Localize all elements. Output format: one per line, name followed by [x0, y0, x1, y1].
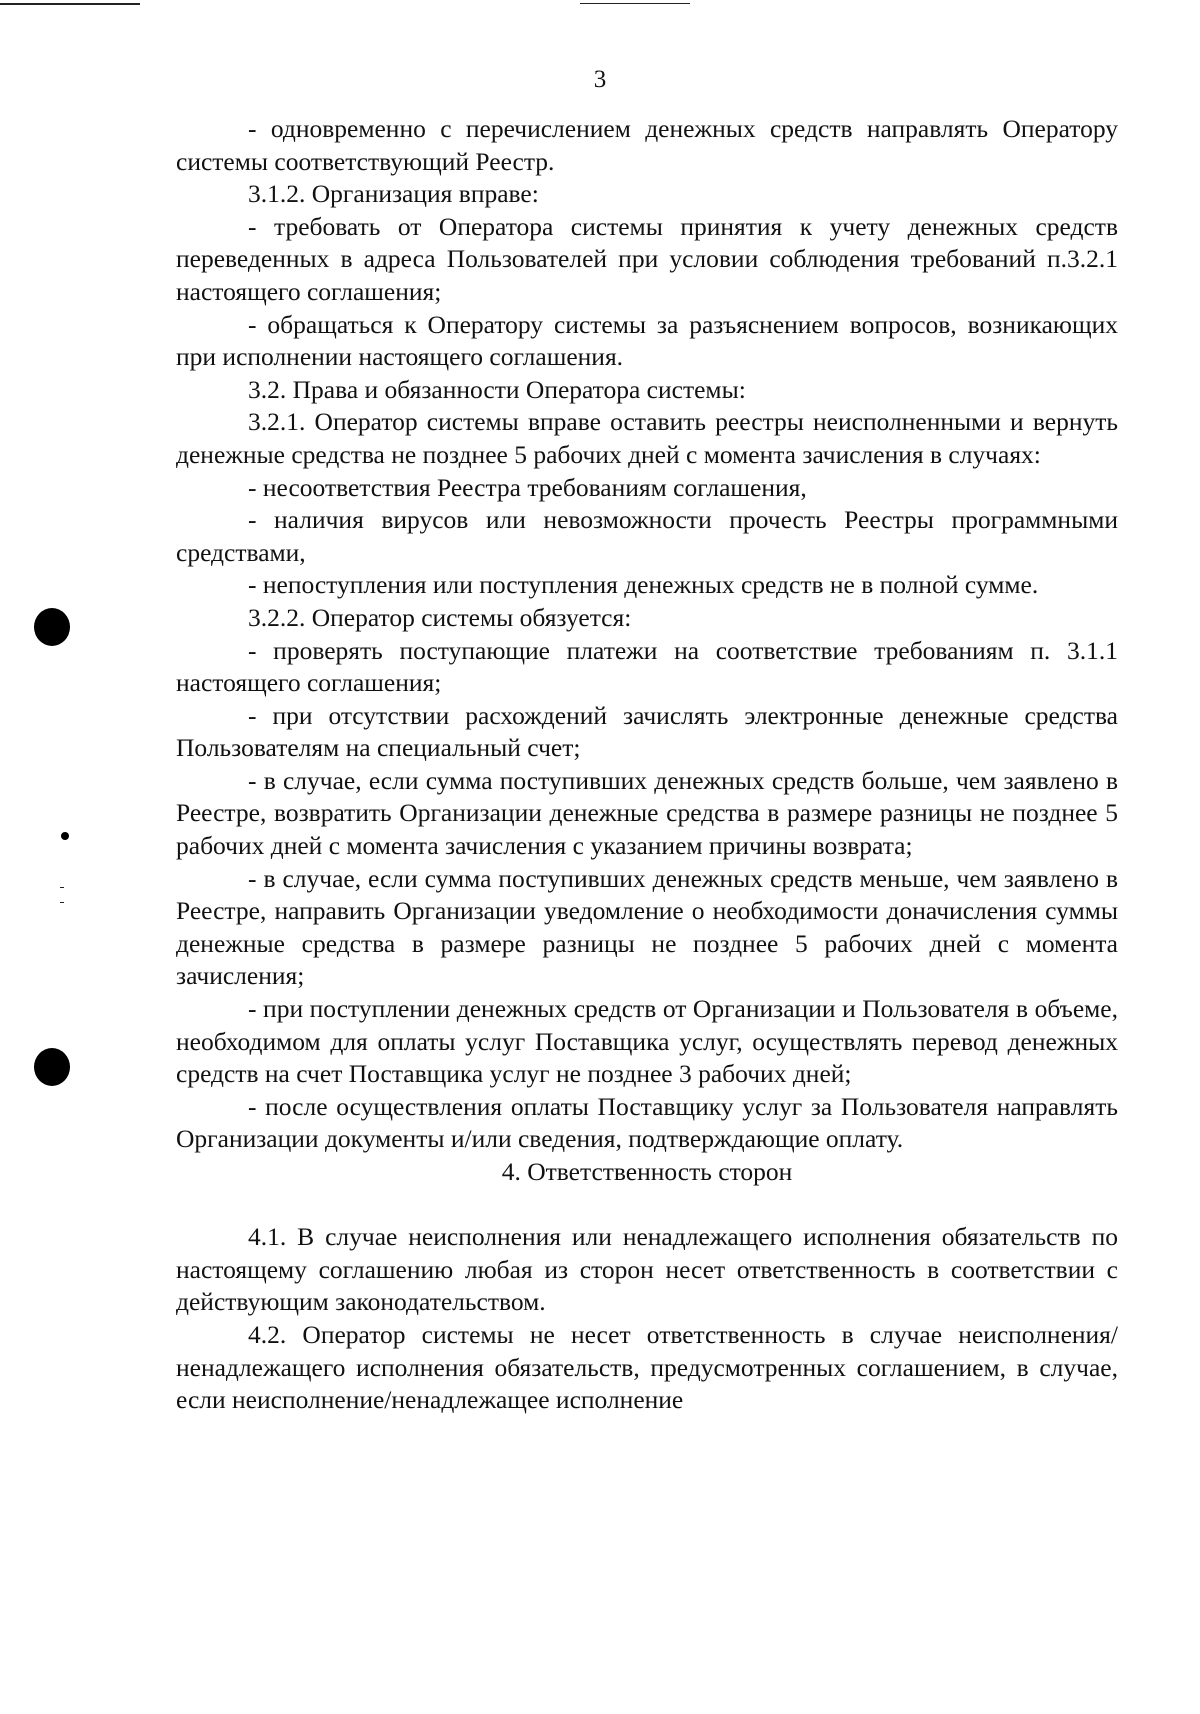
- scan-speck: [61, 832, 69, 840]
- paragraph: - при поступлении денежных средств от Организации и Пользователя в объеме, необходимом для оплаты услуг Поставщика услуг, осуществлять перевод денежных средств на счет Поставщика услуг не позднее 3 рабочих дней;: [176, 994, 1118, 1089]
- paragraph: - проверять поступающие платежи на соответствие требованиям п. 3.1.1 настоящего соглашения;: [176, 635, 1118, 698]
- scan-artifact-line: [580, 3, 690, 4]
- scan-speck: [60, 887, 64, 888]
- paragraph: 3.2.2. Оператор системы обязуется:: [248, 602, 632, 632]
- paragraph: 4.2. Оператор системы не несет ответственность в случае неисполнения/ненадлежащего исполнения обязательств, предусмотренных соглашением, в случае, если неисполнение/ненадлежащее исполнение: [176, 1319, 1118, 1415]
- paragraph: - несоответствия Реестра требованиям соглашения,: [248, 472, 807, 502]
- paragraph: - требовать от Оператора системы принятия к учету денежных средств переведенных в адреса Пользователей при условии соблюдения требований п.3.2.1 настоящего соглашения;: [176, 211, 1118, 306]
- paragraph: - в случае, если сумма поступивших денежных средств меньше, чем заявлено в Реестре, направить Организации уведомление о необходимости доначисления суммы денежные средства в размере разницы не позднее 5 рабочих дней с момента зачисления;: [176, 863, 1118, 991]
- paragraph: - после осуществления оплаты Поставщику услуг за Пользователя направлять Организации документы и/или сведения, подтверждающие оплату.: [176, 1091, 1118, 1154]
- punch-hole-mark: [34, 1048, 70, 1086]
- paragraph: - при отсутствии расхождений зачислять электронные денежные средства Пользователям на специальный счет;: [176, 700, 1118, 763]
- punch-hole-mark: [34, 608, 70, 646]
- page-number: 3: [593, 66, 607, 93]
- paragraph: - непоступления или поступления денежных средств не в полной сумме.: [248, 570, 1039, 600]
- section-heading: 4. Ответственность сторон: [501, 1157, 793, 1186]
- paragraph: - обращаться к Оператору системы за разъяснением вопросов, возникающих при исполнении настоящего соглашения.: [176, 309, 1118, 372]
- scan-speck: [60, 902, 64, 903]
- document-body: [176, 113, 1118, 1417]
- paragraph: 4.1. В случае неисполнения или ненадлежащего исполнения обязательств по настоящему соглашению любая из сторон несет ответственность в соответствии с действующим законодательством.: [176, 1222, 1118, 1317]
- scan-artifact-line: [0, 3, 140, 5]
- paragraph: - наличия вирусов или невозможности прочесть Реестры программными средствами,: [176, 505, 1118, 567]
- paragraph: - одновременно с перечислением денежных средств направлять Оператору системы соответствующий Реестр.: [176, 114, 1118, 176]
- paragraph: - в случае, если сумма поступивших денежных средств больше, чем заявлено в Реестре, возвратить Организации денежные средства в размере разницы не позднее 5 рабочих дней с момента зачисления с указанием причины возврата;: [176, 765, 1118, 861]
- paragraph: 3.2.1. Оператор системы вправе оставить реестры неисполненными и вернуть денежные средства не позднее 5 рабочих дней с момента зачисления в случаях:: [176, 407, 1118, 469]
- paragraph: 3.2. Права и обязанности Оператора системы:: [248, 374, 746, 404]
- paragraph: 3.1.2. Организация вправе:: [248, 179, 539, 209]
